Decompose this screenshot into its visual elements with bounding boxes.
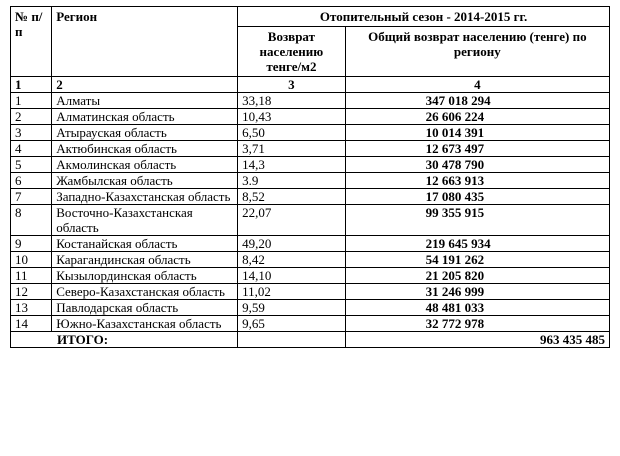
row-region: Жамбылская область: [52, 173, 238, 189]
row-region: Западно-Казахстанская область: [52, 189, 238, 205]
row-total: 48 481 033: [345, 300, 609, 316]
row-total: 32 772 978: [345, 316, 609, 332]
row-number: 11: [11, 268, 52, 284]
row-number: 5: [11, 157, 52, 173]
row-rate: 10,43: [238, 109, 346, 125]
row-number: 3: [11, 125, 52, 141]
table-row: [11, 300, 610, 316]
row-number: 7: [11, 189, 52, 205]
row-rate: 9,65: [238, 316, 346, 332]
table-row: [11, 141, 610, 157]
row-region: Костанайская область: [52, 236, 238, 252]
row-number: 9: [11, 236, 52, 252]
table-row: [11, 284, 610, 300]
grand-total: 963 435 485: [345, 332, 609, 348]
col-header-region: Регион: [52, 7, 238, 77]
table-row: [11, 268, 610, 284]
col-header-total: Общий возврат населению (тенге) по региону: [345, 27, 609, 77]
row-rate: 3.9: [238, 173, 346, 189]
row-rate: 3,71: [238, 141, 346, 157]
row-rate: 11,02: [238, 284, 346, 300]
table-row: [11, 93, 610, 109]
col-number-1: 1: [11, 77, 52, 93]
table-row: [11, 109, 610, 125]
row-total: 219 645 934: [345, 236, 609, 252]
row-number: 13: [11, 300, 52, 316]
row-rate: 14,10: [238, 268, 346, 284]
row-total: 26 606 224: [345, 109, 609, 125]
row-region: Атырауская область: [52, 125, 238, 141]
row-number: 4: [11, 141, 52, 157]
total-rate-empty: [238, 332, 346, 348]
row-region: Южно-Казахстанская область: [52, 316, 238, 332]
row-total: 30 478 790: [345, 157, 609, 173]
row-total: 10 014 391: [345, 125, 609, 141]
col-header-season: Отопительный сезон - 2014-2015 гг.: [238, 7, 610, 27]
row-region: Восточно-Казахстанская область: [52, 205, 238, 236]
row-number: 6: [11, 173, 52, 189]
row-number: 2: [11, 109, 52, 125]
row-number: 10: [11, 252, 52, 268]
row-region: Северо-Казахстанская область: [52, 284, 238, 300]
row-region: Карагандинская область: [52, 252, 238, 268]
total-label: ИТОГО:: [11, 332, 238, 348]
row-rate: 8,42: [238, 252, 346, 268]
total-row: [11, 332, 610, 348]
row-rate: 14,3: [238, 157, 346, 173]
row-rate: 33,18: [238, 93, 346, 109]
col-number-4: 4: [345, 77, 609, 93]
row-rate: 49,20: [238, 236, 346, 252]
row-rate: 9,59: [238, 300, 346, 316]
row-number: 14: [11, 316, 52, 332]
row-number: 12: [11, 284, 52, 300]
table-row: [11, 173, 610, 189]
row-rate: 8,52: [238, 189, 346, 205]
row-region: Акмолинская область: [52, 157, 238, 173]
row-number: 1: [11, 93, 52, 109]
table-row: [11, 316, 610, 332]
row-region: Павлодарская область: [52, 300, 238, 316]
col-header-rate: Возврат населению тенге/м2: [238, 27, 346, 77]
table-row: [11, 189, 610, 205]
table-row: [11, 236, 610, 252]
table-row: [11, 205, 610, 236]
row-region: Алматинская область: [52, 109, 238, 125]
row-total: 347 018 294: [345, 93, 609, 109]
row-rate: 22,07: [238, 205, 346, 236]
row-total: 54 191 262: [345, 252, 609, 268]
row-region: Кызылординская область: [52, 268, 238, 284]
row-total: 17 080 435: [345, 189, 609, 205]
row-total: 21 205 820: [345, 268, 609, 284]
row-number: 8: [11, 205, 52, 236]
row-region: Алматы: [52, 93, 238, 109]
table-row: [11, 252, 610, 268]
row-rate: 6,50: [238, 125, 346, 141]
col-number-3: 3: [238, 77, 346, 93]
row-total: 31 246 999: [345, 284, 609, 300]
table-row: [11, 125, 610, 141]
row-total: 99 355 915: [345, 205, 609, 236]
row-region: Актюбинская область: [52, 141, 238, 157]
table-row: [11, 157, 610, 173]
col-number-2: 2: [52, 77, 238, 93]
row-total: 12 673 497: [345, 141, 609, 157]
col-header-number: № п/п: [11, 7, 52, 77]
column-number-row: [11, 77, 610, 93]
heating-refund-table: [10, 6, 610, 348]
row-total: 12 663 913: [345, 173, 609, 189]
